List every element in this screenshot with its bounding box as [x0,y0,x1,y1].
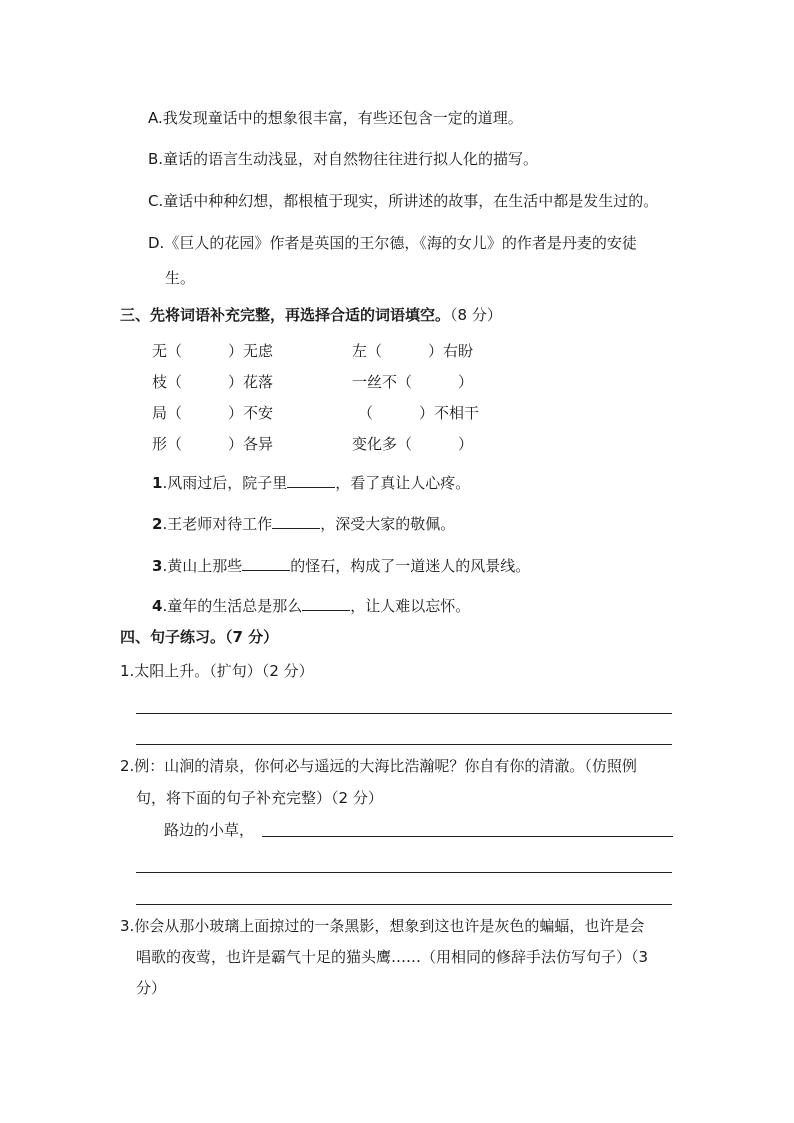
idiom-pre: 左（ [352,342,383,360]
answer-line[interactable] [136,904,672,905]
section3-score: （8 分） [450,306,502,324]
q2-line1: 2.例：山涧的清泉，你何必与遥远的大海比浩瀚呢？你自有你的清澈。（仿照例 [120,757,637,775]
idiom-post: ） [458,373,474,391]
answer-line[interactable] [136,872,672,873]
idiom-left-1 [152,341,273,361]
idiom-pre: 形（ [152,435,183,453]
idiom-post: ）各异 [228,435,274,453]
fill-blank[interactable] [287,473,335,488]
q3-line2: 唱歌的夜莺，也许是霸气十足的猫头鹰……（用相同的修辞手法仿写句子）（3 [136,948,649,966]
q3-line1: 3.你会从那小玻璃上面掠过的一条黑影，想象到这也许是灰色的蝙蝠，也许是会 [120,917,645,935]
idiom-pre: 变化多（ [352,435,413,453]
answer-line[interactable] [136,744,672,745]
option-a: A.我发现童话中的想象很丰富，有些还包含一定的道理。 [148,109,523,127]
q2-prompt: 路边的小草， [164,821,255,839]
idiom-left-2 [152,372,273,392]
section3-title: 三、先将词语补充完整，再选择合适的词语填空。 [120,306,451,324]
option-b: B.童话的语言生动浅显，对自然物往往进行拟人化的描写。 [148,150,539,168]
q3-line3: 分） [136,979,167,997]
fill-sentence-2 [152,514,455,534]
idiom-post: ） [458,435,474,453]
idiom-post: ）无虑 [228,342,274,360]
fill-number: 1 [152,474,163,492]
idiom-pre: 局（ [152,404,183,422]
idiom-pre: 无（ [152,342,183,360]
fill-sentence-3 [152,556,530,576]
fill-post: ，看了真让人心疼。 [335,474,471,492]
idiom-post: ）花落 [228,373,274,391]
idiom-pre: 一丝不（ [352,373,413,391]
fill-blank[interactable] [242,556,290,571]
fill-post: ，让人难以忘怀。 [350,597,471,615]
fill-pre: .黄山上那些 [162,557,243,575]
idiom-post: ）不安 [228,404,274,422]
fill-pre: .王老师对待工作 [162,515,273,533]
q2-line2: 句，将下面的句子补充完整）（2 分） [136,789,383,807]
section4-title: 四、句子练习。（7 分） [120,628,279,646]
fill-number: 3 [152,557,163,575]
fill-sentence-4 [152,596,470,616]
fill-blank[interactable] [272,514,320,529]
idiom-left-4 [152,434,273,454]
fill-number: 4 [152,597,163,615]
q1-text: 1.太阳上升。（扩句）（2 分） [120,662,314,680]
idiom-post: ）右盼 [428,342,474,360]
fill-blank[interactable] [302,596,350,611]
idiom-left-3 [152,403,273,423]
idiom-pre: 枝（ [152,373,183,391]
answer-line[interactable] [136,713,672,714]
idiom-right-2 [352,372,473,392]
option-d-cont: 生。 [165,269,196,287]
fill-number: 2 [152,515,163,533]
section3-heading [120,305,502,325]
fill-pre: .童年的生活总是那么 [162,597,303,615]
answer-line[interactable] [262,836,673,837]
fill-post: 的怪石，构成了一道迷人的风景线。 [290,557,531,575]
fill-sentence-1 [152,473,470,493]
idiom-right-1 [352,341,473,361]
fill-pre: .风雨过后，院子里 [162,474,288,492]
fill-post: ，深受大家的敬佩。 [320,515,456,533]
option-d: D.《巨人的花园》作者是英国的王尔德，《海的女儿》的作者是丹麦的安徒 [148,234,637,252]
option-c: C.童话中种种幻想，都根植于现实，所讲述的故事，在生活中都是发生过的。 [148,192,659,210]
idiom-right-3 [358,403,479,423]
idiom-right-4 [352,434,473,454]
idiom-pre: （ [358,404,374,422]
idiom-post: ）不相干 [419,404,480,422]
